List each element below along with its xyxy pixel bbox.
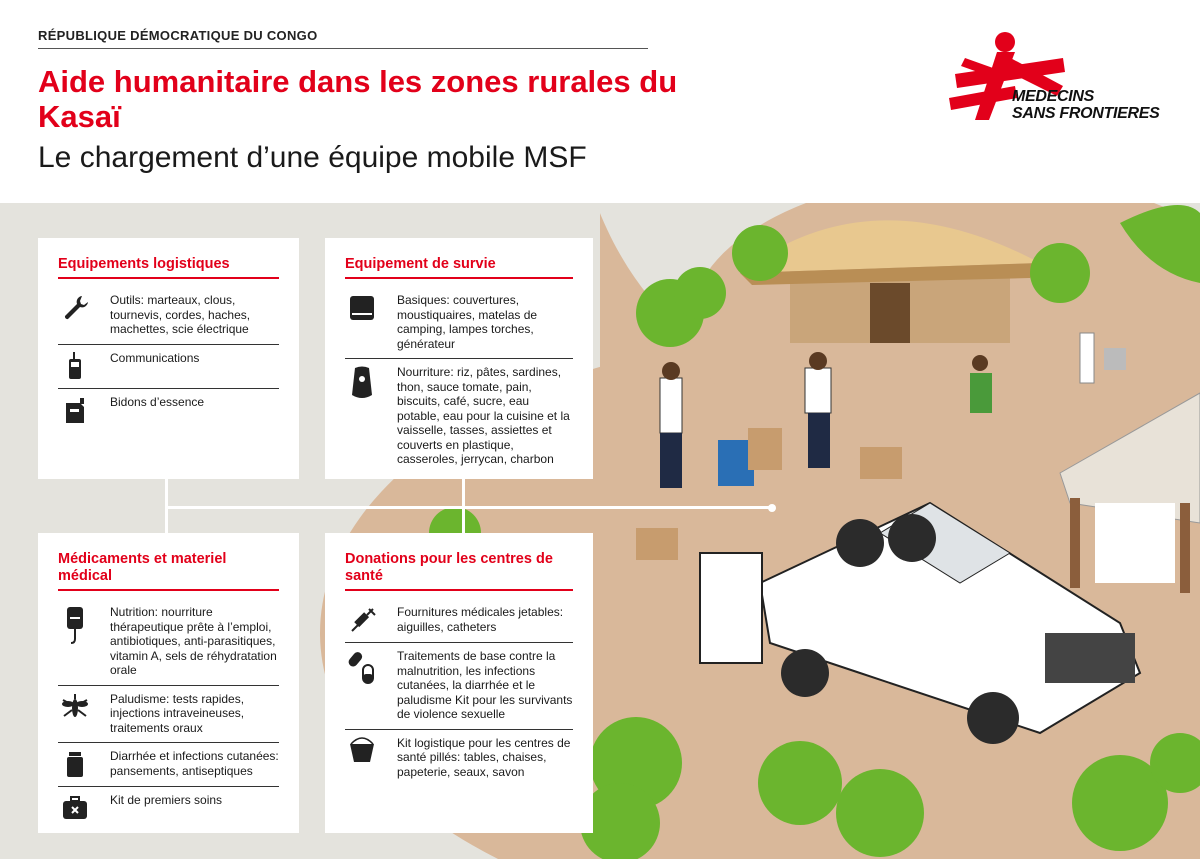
mosquito-icon xyxy=(58,692,110,722)
list-item xyxy=(58,345,279,389)
bucket-icon xyxy=(345,736,397,766)
header xyxy=(0,0,1200,203)
item-text: Nutrition: nourriture thérapeutique prête à l’emploi, antibiotiques, anti-parasitiques, vitamin A, sels de réhydratation orale xyxy=(110,605,277,677)
iv-bag-icon xyxy=(58,605,110,645)
first-aid-kit-icon xyxy=(58,793,110,823)
card-title: Equipement de survie xyxy=(345,256,573,279)
food-sack-icon xyxy=(345,365,397,401)
card-donations xyxy=(325,533,593,833)
item-text: Fournitures médicales jetables: aiguilles, catheters xyxy=(397,605,564,634)
list-item xyxy=(345,359,573,474)
card-survival xyxy=(325,238,593,479)
item-text: Outils: marteaux, clous, tournevis, cordes, haches, machettes, scie électrique xyxy=(110,293,251,336)
card-title: Equipements logistiques xyxy=(58,256,279,279)
item-text: Paludisme: tests rapides, injections intraveineuses, traitements oraux xyxy=(110,691,245,735)
pills-icon xyxy=(345,649,397,685)
wrench-icon xyxy=(58,293,110,323)
list-item xyxy=(58,599,279,686)
list-item xyxy=(58,686,279,744)
item-text: Kit logistique pour les centres de santé pillés: tables, chaises, papeterie, seaux, savon xyxy=(397,735,571,779)
blanket-icon xyxy=(345,293,397,323)
list-item xyxy=(58,787,279,830)
item-text: Traitements de base contre la malnutrition, les infections cutanées, la diarrhée et le paludisme Kit pour les survivants de violence sexuelle xyxy=(397,649,573,721)
radio-icon xyxy=(58,351,110,381)
syringe-icon xyxy=(345,605,397,635)
list-item xyxy=(345,599,573,643)
list-item xyxy=(58,743,279,787)
item-text: Bidons d’essence xyxy=(110,394,205,409)
item-text: Diarrhée et infections cutanées: pansements, antiseptiques xyxy=(110,749,279,778)
logo-line-1: MEDECINS xyxy=(1012,88,1095,105)
card-title: Donations pour les centres de santé xyxy=(345,551,573,591)
connector-horizontal xyxy=(165,506,773,509)
item-text: Communications xyxy=(110,350,200,365)
jerrycan-icon xyxy=(58,395,110,425)
item-text: Nourriture: riz, pâtes, sardines, thon, sauce tomate, pain, biscuits, café, sucre, eau potable, eau pour la cuisine et la vaisselle, tasses, assiettes et couverts en plastique, casseroles, jerrycan, charbon xyxy=(397,365,570,466)
list-item xyxy=(345,287,573,359)
card-medicines xyxy=(38,533,299,833)
page-title: Aide humanitaire dans les zones rurales du Kasaï xyxy=(38,64,678,134)
medicine-jar-icon xyxy=(58,749,110,779)
logo-line-2: SANS FRONTIERES xyxy=(1012,105,1160,122)
list-item xyxy=(345,643,573,730)
item-text: Kit de premiers soins xyxy=(110,793,223,807)
msf-logo-text xyxy=(1012,88,1160,122)
list-item xyxy=(345,730,573,787)
country-kicker: RÉPUBLIQUE DÉMOCRATIQUE DU CONGO xyxy=(38,28,318,43)
item-text: Basiques: couvertures, moustiquaires, matelas de camping, lampes torches, générateur xyxy=(397,293,538,351)
kicker-divider xyxy=(38,48,648,49)
card-logistics xyxy=(38,238,299,479)
list-item xyxy=(58,287,279,345)
page-subtitle: Le chargement d’une équipe mobile MSF xyxy=(38,141,587,174)
card-title: Médicaments et materiel médical xyxy=(58,551,279,591)
list-item xyxy=(58,389,279,432)
